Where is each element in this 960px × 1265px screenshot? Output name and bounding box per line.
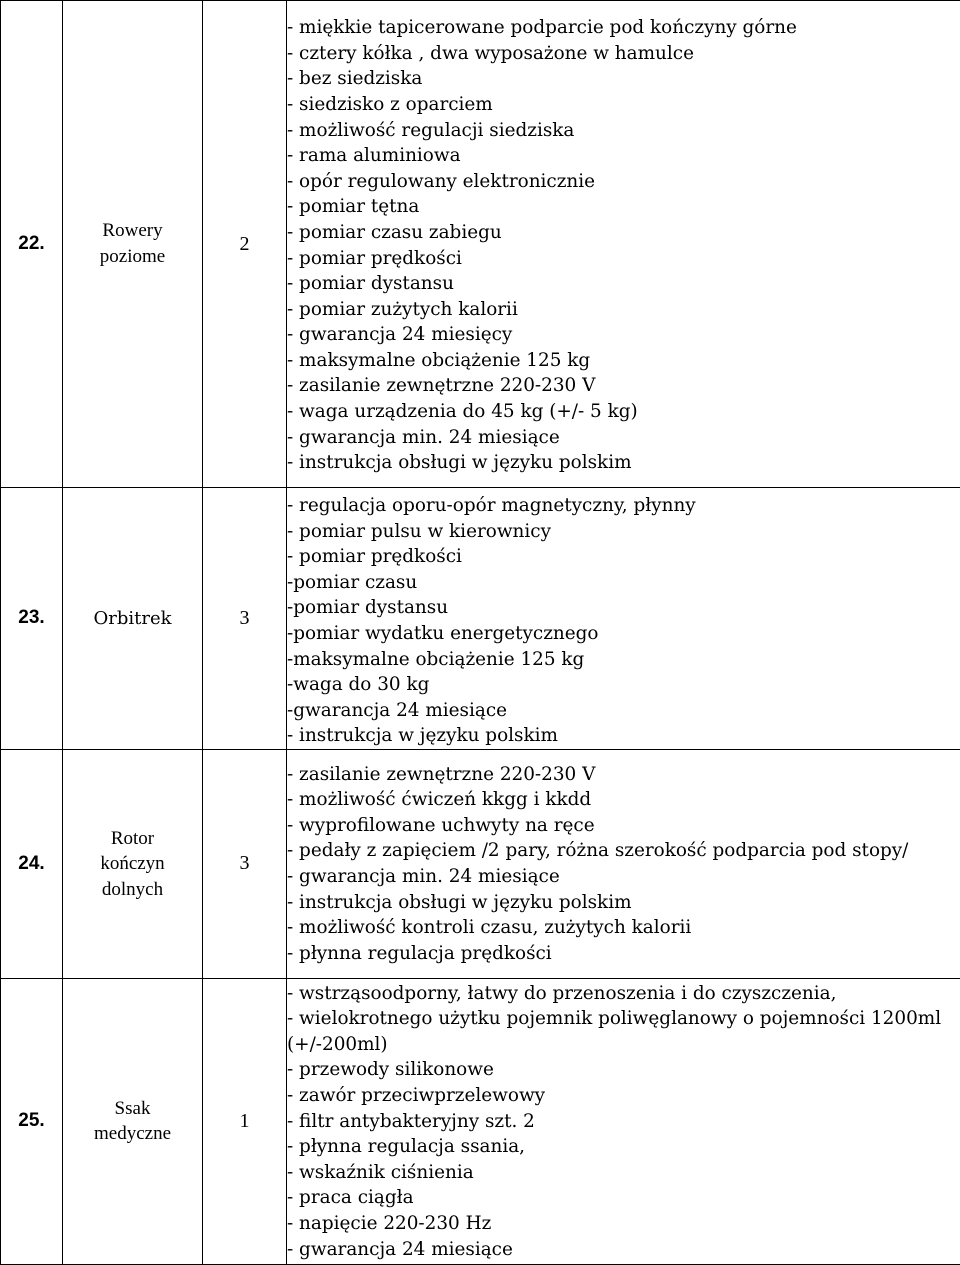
- spec-line: - możliwość ćwiczeń kkgg i kkdd: [287, 787, 960, 813]
- item-specifications: [287, 749, 960, 978]
- spec-line: - pedały z zapięciem /2 pary, różna szerokość podparcia pod stopy/: [287, 838, 960, 864]
- item-number: 22.: [1, 1, 63, 488]
- item-quantity: 3: [203, 749, 287, 978]
- spec-line: - opór regulowany elektronicznie: [287, 169, 960, 195]
- item-name: [63, 488, 203, 750]
- spec-line: - płynna regulacja prędkości: [287, 941, 960, 967]
- spec-line: - gwarancja 24 miesiące: [287, 1237, 960, 1263]
- spec-line: - instrukcja obsługi w języku polskim: [287, 890, 960, 916]
- spec-line: - filtr antybakteryjny szt. 2: [287, 1109, 960, 1135]
- spec-line: - cztery kółka , dwa wyposażone w hamulce: [287, 41, 960, 67]
- item-number: 23.: [1, 488, 63, 750]
- spec-line: - waga urządzenia do 45 kg (+/- 5 kg): [287, 399, 960, 425]
- spec-line: - siedzisko z oparciem: [287, 92, 960, 118]
- spec-line: -pomiar dystansu: [287, 595, 960, 621]
- spec-line: - możliwość kontroli czasu, zużytych kalorii: [287, 915, 960, 941]
- item-name-line: Orbitrek: [63, 606, 202, 632]
- spec-line: - miękkie tapicerowane podparcie pod kończyny górne: [287, 15, 960, 41]
- item-specifications: [287, 1, 960, 488]
- table-row: [1, 978, 960, 1264]
- spec-line: - wielokrotnego użytku pojemnik poliwęglanowy o pojemności 1200ml (+/-200ml): [287, 1006, 960, 1057]
- spec-line: - wstrząsoodporny, łatwy do przenoszenia i do czyszczenia,: [287, 981, 960, 1007]
- spec-line: - pomiar czasu zabiegu: [287, 220, 960, 246]
- spec-line: - wskaźnik ciśnienia: [287, 1160, 960, 1186]
- item-quantity: 3: [203, 488, 287, 750]
- spec-line: - zawór przeciwprzelewowy: [287, 1083, 960, 1109]
- spec-line: - gwarancja min. 24 miesiące: [287, 864, 960, 890]
- spec-line: - możliwość regulacji siedziska: [287, 118, 960, 144]
- spec-line: - przewody silikonowe: [287, 1057, 960, 1083]
- spec-line: -gwarancja 24 miesiące: [287, 698, 960, 724]
- spec-table-body: [1, 1, 960, 1265]
- spec-line: - pomiar zużytych kalorii: [287, 297, 960, 323]
- spec-line: - pomiar dystansu: [287, 271, 960, 297]
- table-row: [1, 1, 960, 488]
- item-name-line: Ssak: [63, 1096, 202, 1122]
- item-name-line: Rowery: [63, 218, 202, 244]
- item-name-line: poziome: [63, 244, 202, 270]
- spec-line: - rama aluminiowa: [287, 143, 960, 169]
- spec-line: - pomiar prędkości: [287, 544, 960, 570]
- item-name-line: medyczne: [63, 1121, 202, 1147]
- spec-line: -maksymalne obciążenie 125 kg: [287, 647, 960, 673]
- spec-line: - instrukcja w języku polskim: [287, 723, 960, 749]
- spec-line: - pomiar pulsu w kierownicy: [287, 519, 960, 545]
- spec-line: - regulacja oporu-opór magnetyczny, płynny: [287, 493, 960, 519]
- spec-line: - zasilanie zewnętrzne 220-230 V: [287, 373, 960, 399]
- spec-line: - gwarancja 24 miesięcy: [287, 322, 960, 348]
- item-name: [63, 1, 203, 488]
- spec-line: - wyprofilowane uchwyty na ręce: [287, 813, 960, 839]
- spec-line: - gwarancja min. 24 miesiące: [287, 425, 960, 451]
- item-number: 24.: [1, 749, 63, 978]
- spec-line: - pomiar tętna: [287, 194, 960, 220]
- spec-line: -waga do 30 kg: [287, 672, 960, 698]
- item-quantity: 2: [203, 1, 287, 488]
- item-name-line: dolnych: [63, 877, 202, 903]
- spec-line: - maksymalne obciążenie 125 kg: [287, 348, 960, 374]
- item-name-line: kończyn: [63, 851, 202, 877]
- spec-line: -pomiar czasu: [287, 570, 960, 596]
- spec-line: - pomiar prędkości: [287, 246, 960, 272]
- item-name: [63, 978, 203, 1264]
- spec-line: -pomiar wydatku energetycznego: [287, 621, 960, 647]
- item-specifications: [287, 488, 960, 750]
- spec-line: - bez siedziska: [287, 66, 960, 92]
- spec-line: - praca ciągła: [287, 1185, 960, 1211]
- item-number: 25.: [1, 978, 63, 1264]
- item-quantity: 1: [203, 978, 287, 1264]
- item-name: [63, 749, 203, 978]
- spec-line: - zasilanie zewnętrzne 220-230 V: [287, 762, 960, 788]
- table-row: [1, 488, 960, 750]
- table-row: [1, 749, 960, 978]
- spec-line: - instrukcja obsługi w języku polskim: [287, 450, 960, 476]
- item-name-line: Rotor: [63, 826, 202, 852]
- spec-line: - napięcie 220-230 Hz: [287, 1211, 960, 1237]
- item-specifications: [287, 978, 960, 1264]
- spec-line: - płynna regulacja ssania,: [287, 1134, 960, 1160]
